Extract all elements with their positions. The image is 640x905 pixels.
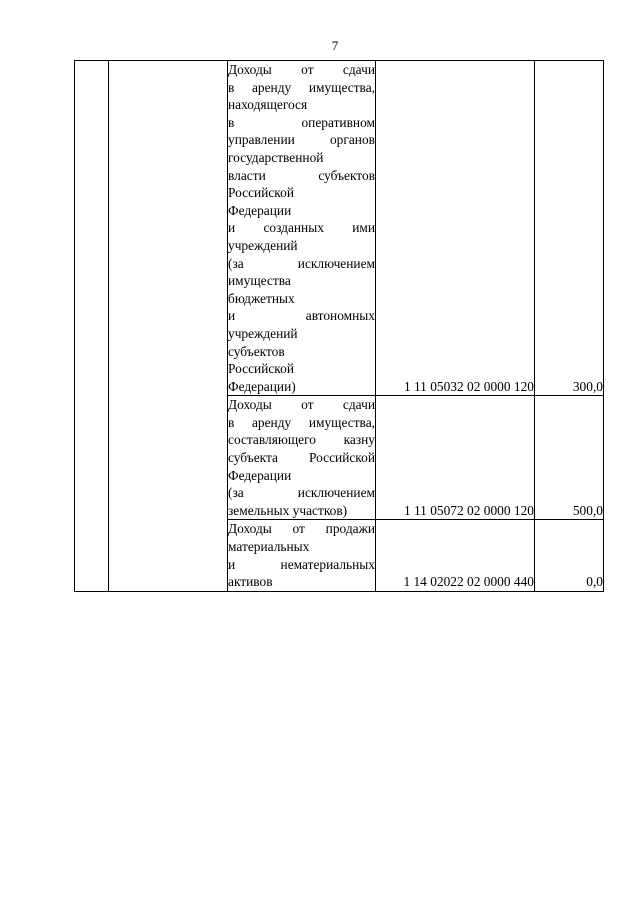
description-line: субъекта Российской (228, 450, 375, 466)
revenue-table (74, 60, 604, 592)
description-line: Федерации) (228, 378, 296, 394)
description-line: учреждений (228, 237, 298, 253)
description-line: (за исключением (228, 255, 375, 271)
description-line: Российской (228, 361, 294, 377)
description-line: находящегося (228, 97, 308, 113)
description-line: и автономных (228, 308, 375, 324)
description-line: имущества (228, 273, 291, 289)
budget-classification-code: 1 11 05032 02 0000 120 (376, 61, 535, 396)
description-line: Доходы от продажи (228, 521, 375, 537)
description-line: земельных участков) (228, 502, 348, 518)
cell-administrator-column (109, 61, 228, 592)
description-line: в аренду имущества, (228, 79, 375, 95)
revenue-description (228, 520, 376, 591)
revenue-amount: 500,0 (535, 396, 604, 520)
description-line: (за исключением (228, 485, 375, 501)
budget-classification-code: 1 14 02022 02 0000 440 (376, 520, 535, 591)
description-line: государственной (228, 149, 324, 165)
description-line: учреждений (228, 325, 298, 341)
description-line: субъектов (228, 343, 285, 359)
description-line: и созданных ими (228, 220, 375, 236)
description-line: в аренду имущества, (228, 414, 375, 430)
description-line: Доходы от сдачи (228, 397, 375, 413)
revenue-amount: 300,0 (535, 61, 604, 396)
revenue-description (228, 396, 376, 520)
revenue-table-body (75, 61, 604, 592)
description-line: составляющего казну (228, 432, 375, 448)
description-line: Федерации (228, 202, 292, 218)
budget-classification-code: 1 11 05072 02 0000 120 (376, 396, 535, 520)
revenue-description (228, 61, 376, 396)
description-line: в оперативном (228, 114, 375, 130)
description-line: власти субъектов (228, 167, 375, 183)
description-line: активов (228, 574, 273, 590)
table-row (75, 61, 604, 396)
description-line: Доходы от сдачи (228, 62, 375, 77)
description-line: материальных (228, 539, 310, 555)
description-line: и нематериальных (228, 556, 375, 572)
revenue-amount: 0,0 (535, 520, 604, 591)
cell-number-column (75, 61, 109, 592)
description-line: управлении органов (228, 132, 375, 148)
description-line: Российской (228, 185, 294, 201)
page-number: 7 (331, 38, 339, 53)
description-line: бюджетных (228, 290, 295, 306)
description-line: Федерации (228, 467, 292, 483)
